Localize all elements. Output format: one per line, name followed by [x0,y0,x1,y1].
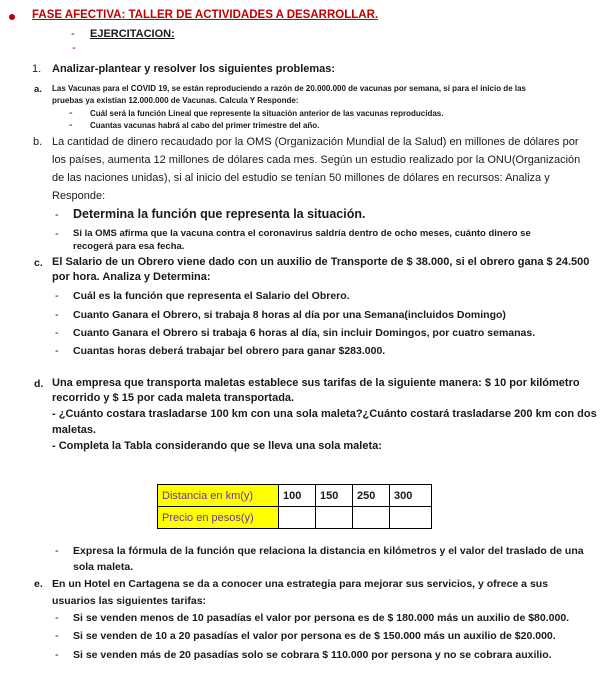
table-cell: 100 [279,485,316,507]
dash-marker: - [55,209,59,221]
problem-b-bullet: Si la OMS afirma que la vacuna contra el coronavirus saldría dentro de ocho meses, cuánto dinero se [73,228,531,239]
table-row [158,485,432,507]
section-subtitle: EJERCITACION: [90,28,175,40]
dash-marker: - [55,649,59,661]
problem-b-bullet: Determina la función que representa la situación. [73,207,366,221]
problem-a-bullet: Cuál será la función Lineal que represente la situación anterior de las vacunas reproducidas. [90,109,444,118]
problem-d-line: Una empresa que transporta maletas establece sus tarifas de la siguiente manera: $ 10 por kilómetro [52,377,580,389]
problem-c-line: El Salario de un Obrero viene dado con un auxilio de Transporte de $ 38.000, si el obrero gana $ 24.500 [52,256,590,268]
problem-a-bullet: Cuantas vacunas habrá al cabo del primer trimestre del año. [90,121,320,130]
letter-d: d. [34,378,44,390]
table-cell: 300 [390,485,432,507]
problem-c-bullet: Cuantas horas deberá trabajar bel obrero para ganar $283.000. [73,345,386,357]
problem-d-line: recorrido y $ 15 por cada maleta transportada. [52,392,295,404]
problem-b-line: La cantidad de dinero recaudado por la OMS (Organización Mundial de la Salud) en millones de dólares por [52,136,579,148]
item1-heading: Analizar-plantear y resolver los siguientes problemas: [52,63,336,75]
problem-e-bullet: Si se venden más de 20 pasadías solo se cobrara $ 110.000 por persona y no se cobrara auxilio. [73,649,552,661]
problem-a-line: Las Vacunas para el COVID 19, se están reproduciendo a razón de 20.000.000 de vacunas por semana, si para el inicio de las [52,84,526,93]
problem-d-formula: Expresa la fórmula de la función que relaciona la distancia en kilómetros y el valor del traslado de una [73,545,584,557]
table-cell: 150 [316,485,353,507]
problem-e-bullet: Si se venden menos de 10 pasadías el valor por persona es de $ 180.000 más un auxilio de $80.000. [73,612,570,624]
table-header-distance: Distancia en km(y) [158,485,279,507]
problem-b-bullet: recogerá para esa fecha. [73,241,185,252]
problem-c-bullet: Cuanto Ganara el Obrero, si trabaja 8 horas al día por una Semana(incluidos Domingo) [73,309,506,321]
letter-b: b. [33,136,43,148]
page-title: FASE AFECTIVA: TALLER DE ACTIVIDADES A DESARROLLAR. [32,9,379,21]
dash-marker: - [55,327,59,339]
red-bullet-icon [9,14,15,20]
table-header-price: Precio en pesos(y) [158,507,279,529]
letter-e: e. [34,578,43,590]
table-cell-empty[interactable] [353,507,390,529]
dash-marker: - [55,545,59,557]
problem-b-line: Responde: [52,190,106,202]
dash-marker: - [55,630,59,642]
problem-c-bullet: Cuál es la función que representa el Salario del Obrero. [73,290,350,302]
problem-e-bullet: Si se venden de 10 a 20 pasadías el valor por persona es de $ 150.000 más un auxilio de $20.000. [73,630,556,642]
dash-marker: - [55,612,59,624]
table-cell-empty[interactable] [390,507,432,529]
dash-marker: - [55,309,59,321]
dash-marker: - [69,119,73,131]
table-cell-empty[interactable] [316,507,353,529]
problem-b-line: los países, aumenta 12 millones de dólares cada mes. Según un estudio realizado por la ONU(Organización [52,154,581,166]
dash-marker-red: - [72,42,76,54]
problem-d-line: maletas. [52,424,97,436]
problem-d-formula: sola maleta. [73,561,134,573]
dash-marker: - [71,28,75,40]
problem-d-line: - ¿Cuánto costara trasladarse 100 km con una sola maleta?¿Cuánto costará trasladarse 200 km con dos [52,408,597,420]
dash-marker: - [55,228,59,240]
letter-a: a. [34,84,42,95]
letter-c: c. [34,257,43,269]
dash-marker: - [55,345,59,357]
problem-c-line: por hora. Analiza y Determina: [52,271,211,283]
item-number: 1. [32,63,42,75]
distance-price-table [157,484,432,529]
problem-a-line: pruebas ya existían 12.000.000 de Vacunas. Calcula Y Responde: [52,96,299,105]
problem-e-line: En un Hotel en Cartagena se da a conocer una estrategia para mejorar sus servicios, y ofrece a sus [52,578,549,590]
table-cell-empty[interactable] [279,507,316,529]
problem-b-line: de las naciones unidas), si al inicio del estudio se tenían 50 millones de dólares en recursos: Analiza y [52,172,550,184]
problem-e-line: usuarios las siguientes tarifas: [52,595,207,607]
table-row [158,507,432,529]
problem-d-line: - Completa la Tabla considerando que se lleva una sola maleta: [52,440,382,452]
problem-c-bullet: Cuanto Ganara el Obrero si trabaja 6 horas al día, sin incluir Domingos, por cuatro semanas. [73,327,536,339]
dash-marker: - [55,290,59,302]
table-cell: 250 [353,485,390,507]
dash-marker: - [69,107,73,119]
